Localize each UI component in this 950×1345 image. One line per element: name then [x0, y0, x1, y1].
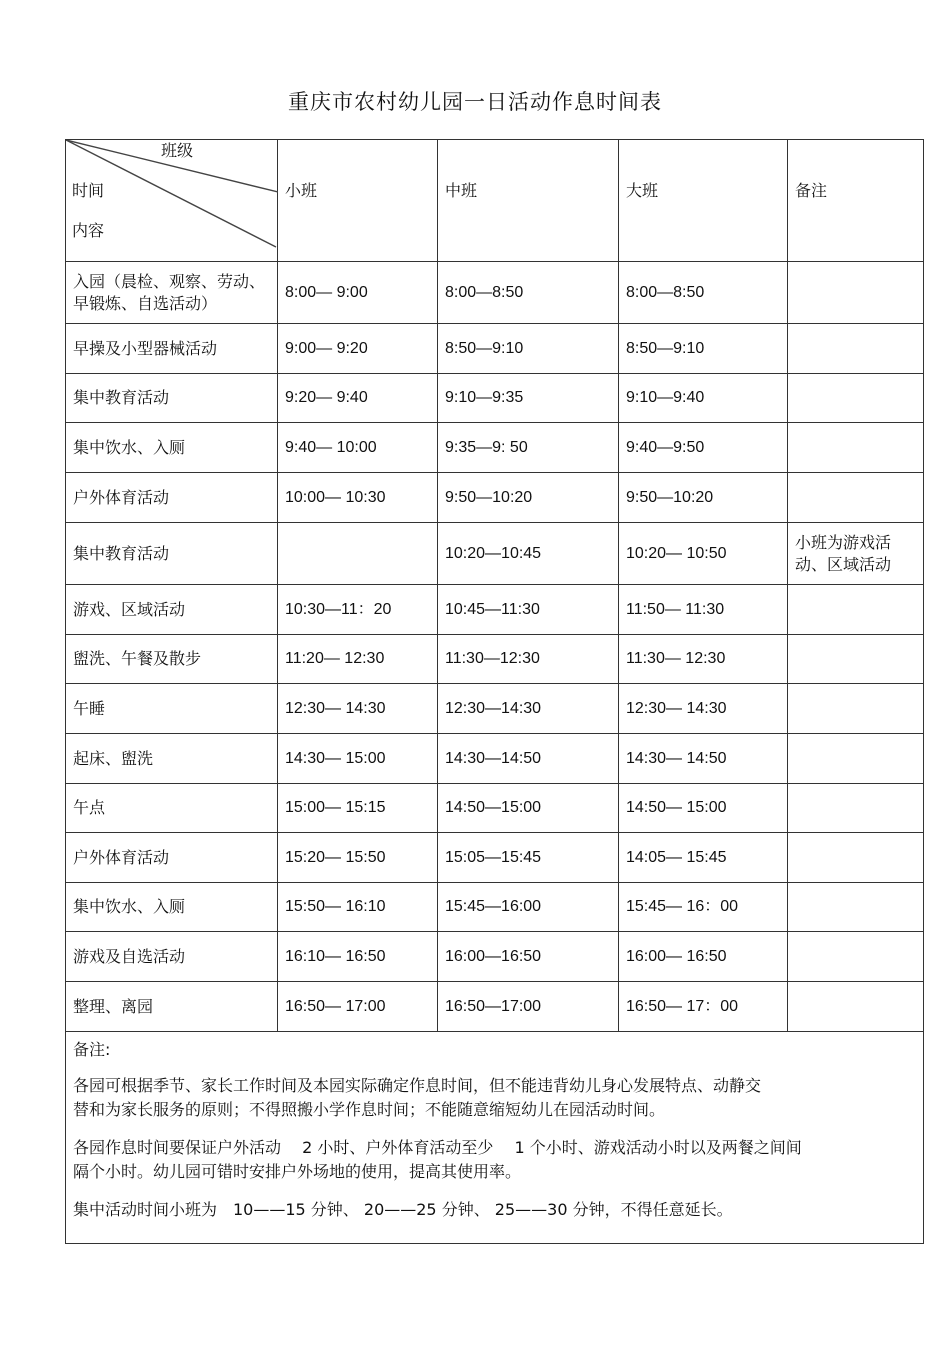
small-class-time-cell: 15:00— 15:15: [278, 784, 438, 833]
middle-class-time-cell: 8:50—9:10: [438, 324, 619, 374]
schedule-row: [66, 833, 924, 883]
page-title: 重庆市农村幼儿园一日活动作息时间表: [288, 90, 662, 114]
notes-heading: 备注:: [73, 1040, 111, 1059]
middle-class-time-cell: 16:00—16:50: [438, 932, 619, 982]
activity-cell: 早操及小型器械活动: [66, 324, 278, 374]
middle-class-time-cell: 10:20—10:45: [438, 523, 619, 585]
small-class-time-cell: 15:20— 15:50: [278, 833, 438, 883]
middle-class-time-cell: 15:05—15:45: [438, 833, 619, 883]
schedule-row: [66, 473, 924, 523]
activity-cell: 整理、离园: [66, 982, 278, 1032]
schedule-row: [66, 982, 924, 1032]
small-class-time-cell: 16:10— 16:50: [278, 932, 438, 982]
small-class-time-cell: 16:50— 17:00: [278, 982, 438, 1032]
large-class-time-cell: 9:10—9:40: [619, 374, 788, 423]
remark-cell: [788, 324, 924, 374]
middle-class-time-cell: 8:00—8:50: [438, 262, 619, 324]
large-class-time-cell: 16:00— 16:50: [619, 932, 788, 982]
activity-cell: 户外体育活动: [66, 473, 278, 523]
large-class-time-cell: 9:50—10:20: [619, 473, 788, 523]
remark-cell: [788, 784, 924, 833]
large-class-time-cell: 14:50— 15:00: [619, 784, 788, 833]
remark-cell: [788, 833, 924, 883]
notes-paragraph-1-line-2: 替和为家长服务的原则；不得照搬小学作息时间；不能随意缩短幼儿在园活动时间。: [73, 1100, 666, 1119]
large-class-time-cell: 12:30— 14:30: [619, 684, 788, 734]
large-class-time-cell: 11:50— 11:30: [619, 585, 788, 635]
remark-cell: [788, 883, 924, 932]
column-header-small-class: 小班: [278, 140, 438, 262]
large-class-time-cell: 10:20— 10:50: [619, 523, 788, 585]
remark-cell: [788, 262, 924, 324]
schedule-table: [65, 139, 924, 1244]
notes-row: [66, 1032, 924, 1244]
large-class-time-cell: 15:45— 16：00: [619, 883, 788, 932]
small-class-time-cell: 9:00— 9:20: [278, 324, 438, 374]
middle-class-time-cell: 9:35—9: 50: [438, 423, 619, 473]
column-header-remark: 备注: [788, 140, 924, 262]
notes-cell: [66, 1032, 924, 1244]
large-class-time-cell: 8:50—9:10: [619, 324, 788, 374]
notes-paragraph-2-line-1: 各园作息时间要保证户外活动 2 小时、户外体育活动至少 1 个小时、游戏活动小时以及两餐之间间: [73, 1138, 802, 1157]
activity-cell: 午点: [66, 784, 278, 833]
large-class-time-cell: 14:05— 15:45: [619, 833, 788, 883]
activity-cell: 午睡: [66, 684, 278, 734]
remark-cell: [788, 982, 924, 1032]
schedule-row: [66, 635, 924, 684]
small-class-time-cell: 10:00— 10:30: [278, 473, 438, 523]
activity-cell: 集中饮水、入厕: [66, 423, 278, 473]
corner-label-class: 班级: [161, 141, 194, 160]
activity-cell: 游戏及自选活动: [66, 932, 278, 982]
small-class-time-cell: 8:00— 9:00: [278, 262, 438, 324]
middle-class-time-cell: 12:30—14:30: [438, 684, 619, 734]
header-row: [66, 140, 924, 262]
schedule-row: [66, 262, 924, 324]
activity-cell: 游戏、区域活动: [66, 585, 278, 635]
small-class-time-cell: 15:50— 16:10: [278, 883, 438, 932]
column-header-large-class: 大班: [619, 140, 788, 262]
schedule-row: [66, 883, 924, 932]
schedule-row: [66, 374, 924, 423]
activity-cell: 集中饮水、入厕: [66, 883, 278, 932]
small-class-time-cell: 9:20— 9:40: [278, 374, 438, 423]
activity-cell: 起床、盥洗: [66, 734, 278, 784]
remark-cell: [788, 684, 924, 734]
remark-cell: [788, 374, 924, 423]
schedule-row: [66, 324, 924, 374]
activity-cell: 集中教育活动: [66, 374, 278, 423]
remark-cell: [788, 473, 924, 523]
notes-paragraph-3: 集中活动时间小班为 10——15 分钟、 20——25 分钟、 25——30 分钟，不得任意延长。: [73, 1200, 733, 1219]
notes-paragraph-1-line-1: 各园可根据季节、家长工作时间及本园实际确定作息时间，但不能违背幼儿身心发展特点、动静交: [73, 1076, 762, 1095]
schedule-row: [66, 523, 924, 585]
middle-class-time-cell: 14:30—14:50: [438, 734, 619, 784]
small-class-time-cell: 12:30— 14:30: [278, 684, 438, 734]
middle-class-time-cell: 10:45—11:30: [438, 585, 619, 635]
remark-cell: 小班为游戏活动、区域活动: [788, 523, 924, 585]
schedule-row: [66, 734, 924, 784]
corner-header-cell: [66, 140, 278, 262]
remark-cell: [788, 585, 924, 635]
schedule-row: [66, 784, 924, 833]
schedule-row: [66, 423, 924, 473]
remark-cell: [788, 932, 924, 982]
activity-cell: 入园（晨检、观察、劳动、早锻炼、自选活动）: [66, 262, 278, 324]
middle-class-time-cell: 14:50—15:00: [438, 784, 619, 833]
corner-label-time: 时间: [72, 181, 105, 200]
middle-class-time-cell: 9:50—10:20: [438, 473, 619, 523]
remark-cell: [788, 423, 924, 473]
middle-class-time-cell: 9:10—9:35: [438, 374, 619, 423]
large-class-time-cell: 9:40—9:50: [619, 423, 788, 473]
small-class-time-cell: [278, 523, 438, 585]
remark-cell: [788, 635, 924, 684]
schedule-row: [66, 684, 924, 734]
middle-class-time-cell: 16:50—17:00: [438, 982, 619, 1032]
middle-class-time-cell: 15:45—16:00: [438, 883, 619, 932]
corner-label-content: 内容: [72, 221, 105, 240]
large-class-time-cell: 11:30— 12:30: [619, 635, 788, 684]
schedule-row: [66, 932, 924, 982]
small-class-time-cell: 11:20— 12:30: [278, 635, 438, 684]
middle-class-time-cell: 11:30—12:30: [438, 635, 619, 684]
small-class-time-cell: 14:30— 15:00: [278, 734, 438, 784]
large-class-time-cell: 8:00—8:50: [619, 262, 788, 324]
small-class-time-cell: 10:30—11：20: [278, 585, 438, 635]
schedule-row: [66, 585, 924, 635]
activity-cell: 盥洗、午餐及散步: [66, 635, 278, 684]
large-class-time-cell: 14:30— 14:50: [619, 734, 788, 784]
small-class-time-cell: 9:40— 10:00: [278, 423, 438, 473]
remark-cell: [788, 734, 924, 784]
large-class-time-cell: 16:50— 17：00: [619, 982, 788, 1032]
activity-cell: 户外体育活动: [66, 833, 278, 883]
column-header-middle-class: 中班: [438, 140, 619, 262]
activity-cell: 集中教育活动: [66, 523, 278, 585]
notes-paragraph-2-line-2: 隔个小时。幼儿园可错时安排户外场地的使用，提高其使用率。: [73, 1162, 522, 1181]
